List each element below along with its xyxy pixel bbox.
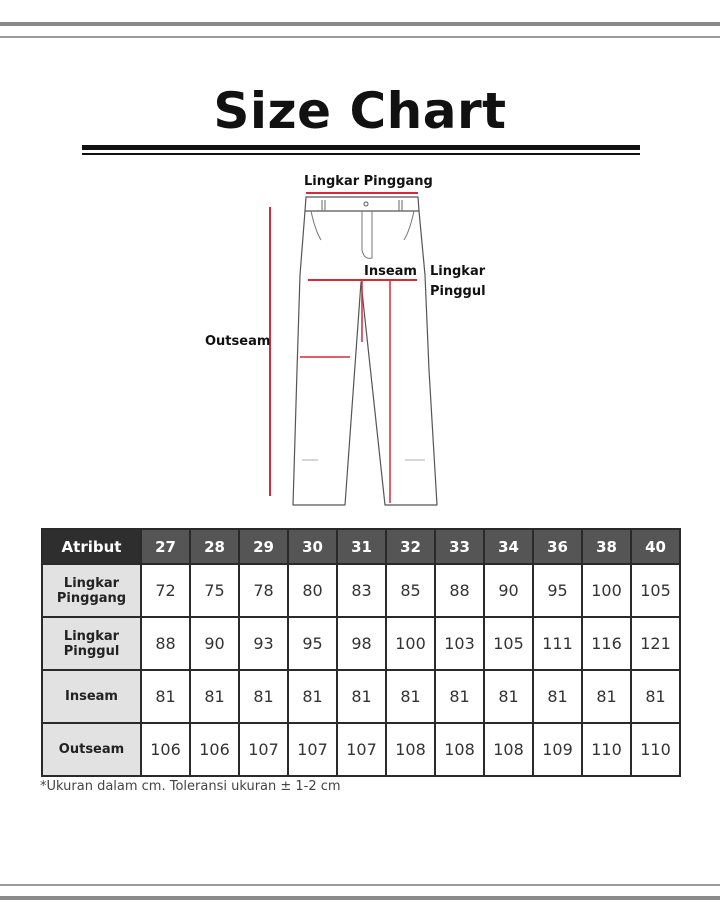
table-cell: 110 [631, 723, 680, 776]
size-header: 36 [533, 529, 582, 564]
table-row [42, 564, 680, 617]
title-rule-thin [82, 153, 640, 155]
size-header: 32 [386, 529, 435, 564]
table-cell: 93 [239, 617, 288, 670]
table-cell: 81 [484, 670, 533, 723]
table-cell: 121 [631, 617, 680, 670]
button-icon [364, 202, 368, 206]
table-cell: 108 [435, 723, 484, 776]
table-cell: 108 [386, 723, 435, 776]
footnote: *Ukuran dalam cm. Toleransi ukuran ± 1-2 cm [40, 779, 341, 794]
hip-label-line2: Pinggul [430, 284, 486, 299]
table-cell: 81 [582, 670, 631, 723]
size-header: 33 [435, 529, 484, 564]
table-row [42, 723, 680, 776]
pants-outline [293, 211, 437, 505]
table-cell: 85 [386, 564, 435, 617]
table-cell: 108 [484, 723, 533, 776]
table-cell: 78 [239, 564, 288, 617]
page-title: Size Chart [213, 82, 507, 140]
row-label [42, 617, 141, 670]
table-cell: 81 [435, 670, 484, 723]
table-cell: 95 [533, 564, 582, 617]
outseam-label: Outseam [205, 334, 271, 349]
bottom-frame-line [0, 896, 720, 900]
size-header: 31 [337, 529, 386, 564]
table-cell: 116 [582, 617, 631, 670]
table-cell: 81 [386, 670, 435, 723]
size-header: 30 [288, 529, 337, 564]
table-cell: 98 [337, 617, 386, 670]
table-cell: 100 [386, 617, 435, 670]
table-cell: 109 [533, 723, 582, 776]
table-row [42, 670, 680, 723]
row-label-line2: Pinggang [56, 590, 127, 606]
table-cell: 106 [141, 723, 190, 776]
table-cell: 80 [288, 564, 337, 617]
size-header: 40 [631, 529, 680, 564]
size-header: 28 [190, 529, 239, 564]
table-cell: 90 [484, 564, 533, 617]
row-label [42, 564, 141, 617]
table-cell: 107 [288, 723, 337, 776]
table-header-row [42, 529, 680, 564]
size-header: 27 [141, 529, 190, 564]
top-frame-line-inner [0, 36, 720, 38]
table-cell: 81 [190, 670, 239, 723]
waist-label: Lingkar Pinggang [304, 174, 433, 189]
table-cell: 88 [141, 617, 190, 670]
pants-illustration [0, 170, 720, 515]
table-cell: 75 [190, 564, 239, 617]
measurement-lines [270, 193, 418, 503]
bottom-frame-line-inner [0, 884, 720, 886]
top-frame-line [0, 22, 720, 26]
table-cell: 105 [631, 564, 680, 617]
table-cell: 88 [435, 564, 484, 617]
table-row [42, 617, 680, 670]
hip-label-line1: Lingkar [430, 264, 486, 279]
table-cell: 111 [533, 617, 582, 670]
table-cell: 103 [435, 617, 484, 670]
row-label-line2: Pinggul [63, 643, 120, 659]
table-cell: 83 [337, 564, 386, 617]
inseam-label: Inseam [364, 264, 417, 279]
table-cell: 110 [582, 723, 631, 776]
table-cell: 90 [190, 617, 239, 670]
table-cell: 105 [484, 617, 533, 670]
size-header: 29 [239, 529, 288, 564]
attribute-header: Atribut [42, 529, 141, 564]
size-header: 34 [484, 529, 533, 564]
table-cell: 81 [239, 670, 288, 723]
table-cell: 106 [190, 723, 239, 776]
table-cell: 81 [288, 670, 337, 723]
size-table [41, 528, 681, 777]
table-cell: 81 [533, 670, 582, 723]
table-cell: 95 [288, 617, 337, 670]
table-cell: 81 [631, 670, 680, 723]
row-label: Inseam [42, 670, 141, 723]
table-cell: 81 [337, 670, 386, 723]
table-cell: 100 [582, 564, 631, 617]
table-cell: 72 [141, 564, 190, 617]
title-rule-thick [82, 145, 640, 150]
row-label: Outseam [42, 723, 141, 776]
row-label-line1: Lingkar [63, 575, 120, 591]
pants-diagram [0, 170, 720, 515]
table-cell: 107 [337, 723, 386, 776]
table-cell: 81 [141, 670, 190, 723]
row-label-line1: Lingkar [63, 628, 120, 644]
size-header: 38 [582, 529, 631, 564]
table-cell: 107 [239, 723, 288, 776]
